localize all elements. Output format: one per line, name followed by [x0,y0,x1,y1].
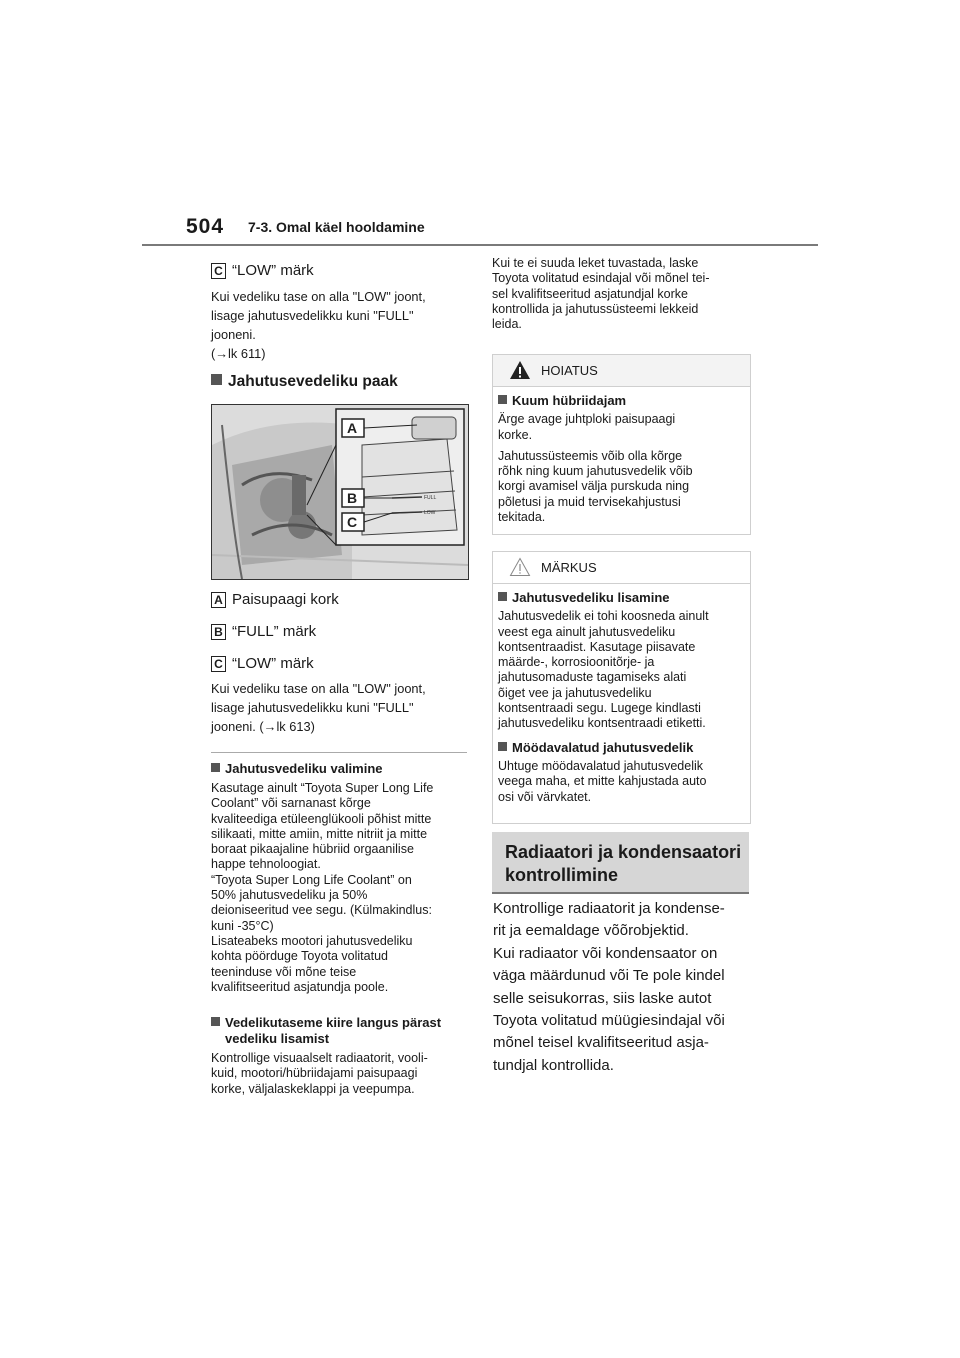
text-line: Jahutusvedelik ei tohi koosneda ainult [498,609,709,624]
text-line: Kui vedeliku tase on alla "LOW" joont, [211,681,426,696]
text-line: Kui radiaator või kondensaator on [493,944,718,962]
text-line: silikaati, mitte amiin, mitte nitriit ja mitte [211,826,428,841]
text-line: Jahutussüsteemis võib olla kõrge [498,448,683,463]
text-line: kontrollida ja jahutussüsteemi lekkeid [492,301,699,316]
text-line: korke, väljalaskeklappi ja veepumpa. [211,1081,415,1096]
text-line: 50% jahutusvedeliku ja 50% [211,888,368,903]
level-drop-heading: Vedelikutaseme kiire langus pärast vedeliku lisamist [211,1015,441,1046]
text-line: korke. [498,427,533,442]
text-line: lisage jahutusvedelikku kuni "FULL" [211,700,414,715]
tank-low-mark: LOW [424,510,436,516]
warning-triangle-icon [509,360,531,380]
coolant-selection-text [211,781,473,995]
text-line: boraat pikaajaline hübriid orgaanilise [211,842,414,857]
item-label: “LOW” märk [232,262,314,279]
text-line: väga määrdunud või Te pole kindel [493,967,725,985]
badge-a: A [211,592,226,608]
badge-c: C [211,263,226,279]
item-label: “LOW” märk [232,655,314,672]
caution-outline-icon [509,557,531,577]
notice-body [493,584,750,805]
text-line: põletusi ja muid tervisekahjustusi [498,494,681,509]
text-line: mõnel teisel kvalifitseeritud asja- [493,1034,709,1052]
text-line: jahutusomaduste tagamiseks alati [498,670,687,685]
badge-c: C [211,656,226,672]
text-line: lisage jahutusvedelikku kuni "FULL" [211,308,414,323]
coolant-selection-heading: Jahutusvedeliku valimine [211,761,383,776]
bullet-square-icon [498,742,507,751]
text-line: Uhtuge möödavalatud jahutusvedelik [498,758,703,773]
bullet-square-icon [498,592,507,601]
bullet-square-icon [211,374,222,385]
tank-full-mark: FULL [424,495,437,501]
bullet-square-icon [211,1017,220,1026]
bullet-square-icon [211,763,220,772]
item-c-description [211,287,471,363]
section-title: 7-3. Omal käel hooldamine [248,219,425,235]
text-line: kuni -35°C) [211,918,274,933]
text-line: jooneni. (→lk 613) [211,719,315,734]
text-line: kohta pöörduge Toyota volitatud [211,949,388,964]
notice-box-header [493,552,750,584]
text-line: jooneni. [211,327,256,342]
text-line: Ärge avage juhtploki paisupaagi [498,412,676,427]
badge-b: B [211,624,226,640]
text-line: veega maha, et mitte kahjustada auto [498,774,707,789]
text-line: Kui vedeliku tase on alla "LOW" joont, [211,289,426,304]
item-label: “FULL” märk [232,623,317,640]
text-line: kvalifitseeritud asjatundja poole. [211,979,389,994]
item-c-note [211,679,471,736]
text-line: määrde-, korrosioonitõrje- ja [498,655,655,670]
text-line: selle seisukorras, siis laske autot [493,989,712,1007]
text-line: kvaliteediga etüleenglükooli põhist mitte [211,811,432,826]
text-line: rit ja eemaldage võõrobjektid. [493,922,689,940]
coolant-tank-figure [211,404,469,580]
text-line: Toyota volitatud esindajal või mõnel tei- [492,271,710,286]
item-b [211,623,316,641]
text-line: sel kvalifitseeritud asjatundjal korke [492,286,688,301]
warning-subtitle: Kuum hübriidajam [512,393,627,408]
text-line: tekitada. [498,510,546,525]
text-line: tundjal kontrollida. [493,1056,614,1074]
notice-subtitle: Möödavalatud jahutusvedelik [512,739,694,755]
notice-title: MÄRKUS [541,560,597,575]
figure-label-b: B [347,490,358,506]
warning-title: HOIATUS [541,363,598,378]
radiator-section-heading: Radiaatori ja kondensaatori kontrollimine [492,832,749,894]
text-line: Kui te ei suuda leket tuvastada, laske [492,256,699,270]
text-line: Coolant” või sarnanast kõrge [211,796,371,811]
page-reference: (→lk 611) [211,346,266,361]
figure-label-c: C [347,514,358,530]
item-c [211,655,314,673]
engine-bay-illustration [212,405,468,579]
text-line: jahutusvedeliku kontsentraadi etiketti. [498,716,706,731]
text-line: Lisateabeks mootori jahutusvedeliku [211,933,413,948]
item-label: Paisupaagi kork [232,591,339,608]
level-drop-text [211,1051,473,1097]
item-c-top [211,262,314,280]
notice-subtitle: Jahutusvedeliku lisamine [512,590,670,605]
text-line: kontsentraadi segu. Lugege kindlasti [498,701,701,716]
text-line: happe tehnoloogiat. [211,857,321,872]
text-line: leida. [492,317,522,332]
notice-box [492,551,751,824]
text-line: Kasutage ainult “Toyota Super Long Life [211,781,434,795]
page-number: 504 [186,215,225,238]
text-line: “Toyota Super Long Life Coolant” on [211,872,412,887]
warning-body [493,387,750,525]
leak-intro-text [492,256,754,332]
warning-box [492,354,751,535]
text-line: deioniseeritud vee segu. (Külmakindlus: [211,903,432,918]
text-line: kuid, mootori/hübriidajami paisupaagi [211,1066,418,1081]
text-line: osi või värvkatet. [498,789,592,804]
text-line: Kontrollige radiaatorit ja kondense- [493,900,725,917]
text-line: Toyota volitatud müügiesindajal või [493,1012,725,1030]
text-line: rõhk ning kuum jahutusvedelik võib [498,464,693,479]
bullet-square-icon [498,395,507,404]
warning-box-header [493,355,750,387]
text-line: õiget vee ja jahutusvedeliku [498,685,652,700]
text-line: teeninduse või mõne teise [211,964,357,979]
tank-heading: Jahutusevedeliku paak [211,373,398,391]
text-line: Kontrollige visuaalselt radiaatorit, vooli- [211,1051,428,1065]
text-line: veest ega ainult jahutusvedeliku [498,624,676,639]
figure-label-a: A [347,420,358,436]
text-line: kontsentraadist. Kasutage piisavate [498,639,696,654]
text-line: korgi avamisel välja purskuda ning [498,479,690,494]
header-divider [142,244,818,246]
item-a [211,591,339,609]
radiator-section-text [493,898,753,1077]
section-divider [211,752,467,753]
